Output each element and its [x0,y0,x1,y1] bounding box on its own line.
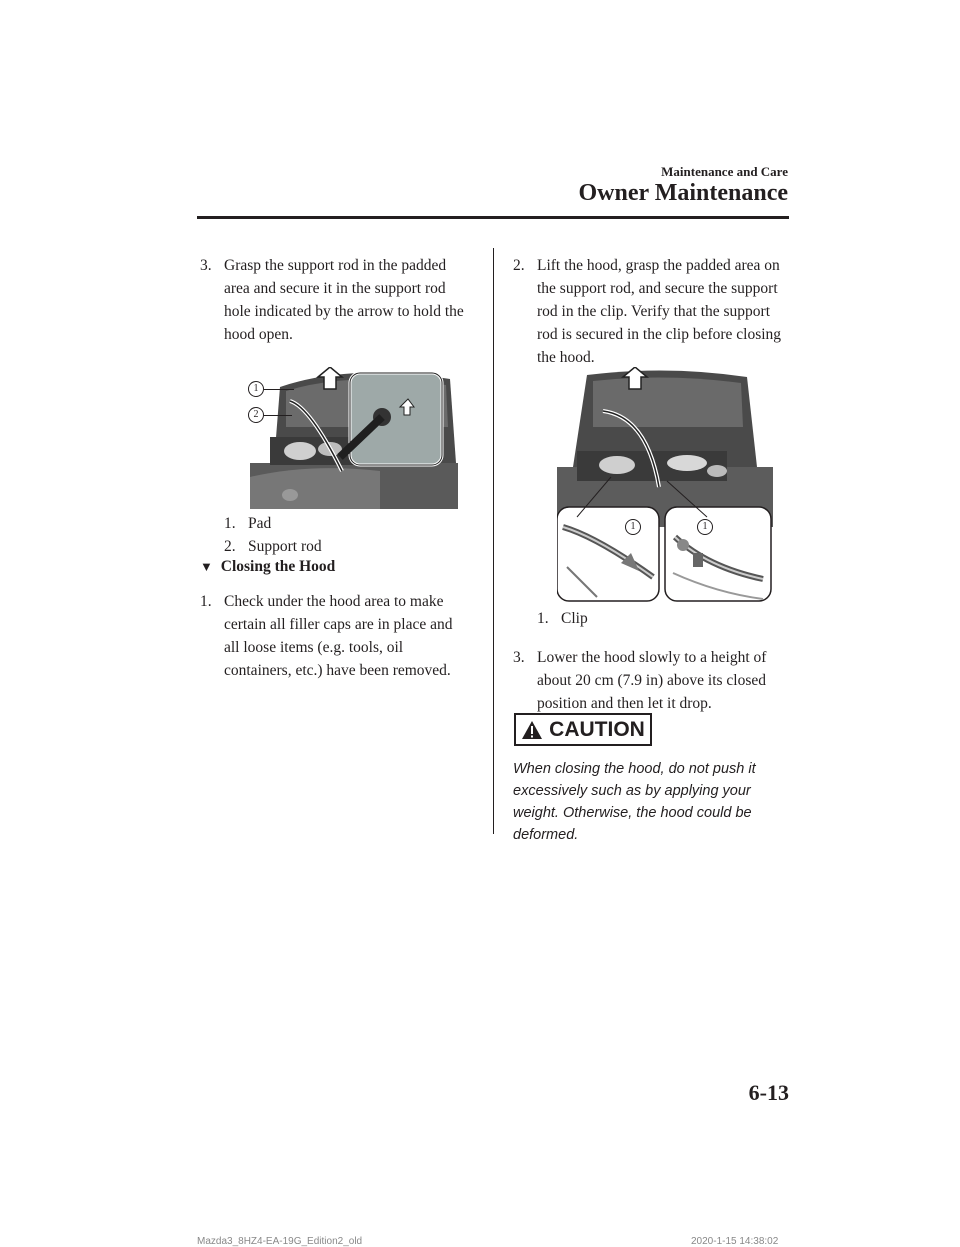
step-text-line: Lower the hood slowly to a height of [537,649,767,666]
step-text-line: Check under the hood area to make [224,593,444,610]
legend-item: 2. Support rod [224,538,322,555]
caution-line: weight. Otherwise, the hood could be [513,805,752,821]
right-step-3 [513,646,798,715]
step-text-line: rod is secured in the clip before closing [537,326,782,343]
step-text-line: the hood. [537,349,595,366]
caution-text-label: CAUTION [549,717,645,741]
subheading-text: Closing the Hood [220,558,336,575]
warning-triangle-icon [521,720,543,740]
footer-timestamp: 2020-1-15 14:38:02 [691,1236,779,1247]
step-text-line: all loose items (e.g. tools, oil [224,639,404,656]
step-number: 1. [200,593,212,610]
caution-label [514,713,652,746]
step-text-line: Grasp the support rod in the padded [224,257,447,274]
column-divider [493,248,494,834]
right-step-2 [513,254,798,369]
figure1-legend [224,512,322,558]
triangle-marker-icon: ▼ [200,559,213,574]
caution-line: excessively such as by applying your [513,783,751,799]
hood-clip-illustration [557,367,773,603]
step-text-line: area and secure it in the support rod [224,280,446,297]
callout-1: 1 [697,519,713,535]
step-text-line: hole indicated by the arrow to hold the [224,303,464,320]
callout-leader [264,389,294,390]
subheading-closing-hood [200,558,335,576]
caution-body [513,758,793,846]
step-number: 3. [513,649,525,666]
step-text-line: the support rod, and secure the support [537,280,778,297]
caution-line: When closing the hood, do not push it [513,761,756,777]
callout-1: 1 [625,519,641,535]
header-rule [197,216,789,219]
section-title: Maintenance and Care [661,164,788,179]
step-text-line: certain all filler caps are in place and [224,616,453,633]
figure2-legend [537,607,588,630]
step-text-line: containers, etc.) have been removed. [224,662,451,679]
left-step-3 [200,254,480,346]
callout-2: 2 [248,407,264,423]
hood-support-rod-figure [250,367,458,509]
step-text-line: Lift the hood, grasp the padded area on [537,257,780,274]
step-text-line: rod in the clip. Verify that the support [537,303,771,320]
step-number: 3. [200,257,212,274]
chapter-title: Owner Maintenance [578,180,788,206]
page-number: 6-13 [748,1080,789,1105]
callout-1: 1 [248,381,264,397]
step-text-line: position and then let it drop. [537,695,712,712]
step-text-line: about 20 cm (7.9 in) above its closed [537,672,767,689]
legend-item: 1. Clip [537,610,588,627]
step-number: 2. [513,257,525,274]
hood-clip-figure [557,367,773,603]
step-text-line: hood open. [224,326,293,343]
footer-file-name: Mazda3_8HZ4-EA-19G_Edition2_old [197,1236,363,1247]
callout-leader [264,415,292,416]
legend-item: 1. Pad [224,515,272,532]
left-step-1 [200,590,480,682]
caution-line: deformed. [513,827,579,843]
